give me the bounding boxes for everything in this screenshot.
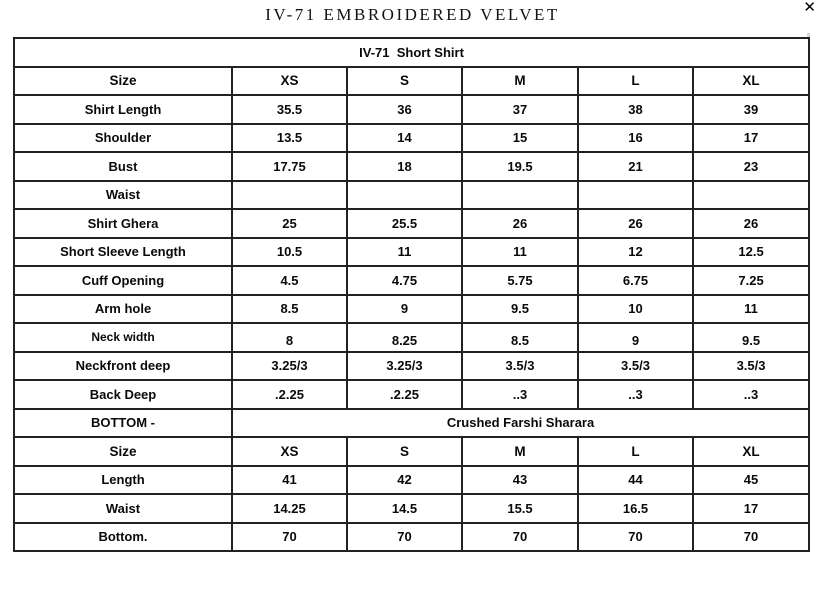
value-cell: 70 <box>462 523 578 552</box>
value-cell: 70 <box>232 523 347 552</box>
table-row <box>14 323 809 352</box>
bottom-section-row <box>14 409 809 438</box>
column-header-cell: Size <box>14 67 232 96</box>
row-label-cell: Shirt Ghera <box>14 209 232 238</box>
value-cell: 11 <box>347 238 462 267</box>
value-cell <box>462 181 578 210</box>
value-cell: 16 <box>578 124 693 153</box>
column-header-cell: XL <box>693 437 809 466</box>
value-cell: 42 <box>347 466 462 495</box>
value-cell: 25.5 <box>347 209 462 238</box>
value-cell: 17 <box>693 494 809 523</box>
value-cell: 36 <box>347 95 462 124</box>
value-cell: 38 <box>578 95 693 124</box>
table-row <box>14 152 809 181</box>
value-cell: 13.5 <box>232 124 347 153</box>
row-label-cell: Shoulder <box>14 124 232 153</box>
value-cell: 7.25 <box>693 266 809 295</box>
column-header-cell: S <box>347 437 462 466</box>
table-row <box>14 352 809 381</box>
table-row <box>14 209 809 238</box>
column-header-cell: XL <box>693 67 809 96</box>
value-cell: 8.5 <box>232 295 347 324</box>
value-cell: 26 <box>462 209 578 238</box>
row-label-cell: Neck width <box>14 323 232 352</box>
value-cell <box>347 181 462 210</box>
table-row <box>14 95 809 124</box>
value-cell: 17 <box>693 124 809 153</box>
value-cell: ..3 <box>578 380 693 409</box>
table-row <box>14 238 809 267</box>
table-row <box>14 523 809 552</box>
table-row <box>14 466 809 495</box>
value-cell: 3.5/3 <box>578 352 693 381</box>
value-cell: 5.75 <box>462 266 578 295</box>
value-cell: 3.5/3 <box>693 352 809 381</box>
value-cell: 43 <box>462 466 578 495</box>
table-row <box>14 181 809 210</box>
column-header-cell: S <box>347 67 462 96</box>
value-cell: 10.5 <box>232 238 347 267</box>
value-cell: 4.75 <box>347 266 462 295</box>
value-cell: 41 <box>232 466 347 495</box>
value-cell: 14.25 <box>232 494 347 523</box>
value-cell: 25 <box>232 209 347 238</box>
value-cell: .2.25 <box>347 380 462 409</box>
value-cell: 14 <box>347 124 462 153</box>
value-cell: 19.5 <box>462 152 578 181</box>
value-cell: 9.5 <box>462 295 578 324</box>
value-cell: 12 <box>578 238 693 267</box>
row-label-cell: Bust <box>14 152 232 181</box>
value-cell: 70 <box>693 523 809 552</box>
column-header-cell: M <box>462 437 578 466</box>
value-cell: 35.5 <box>232 95 347 124</box>
table-title-cell: IV-71 Short Shirt <box>14 38 809 67</box>
table-row <box>14 124 809 153</box>
column-header-cell: XS <box>232 437 347 466</box>
value-cell: 26 <box>578 209 693 238</box>
table-title-row <box>14 38 809 67</box>
value-cell: ..3 <box>693 380 809 409</box>
row-label-cell: Arm hole <box>14 295 232 324</box>
value-cell: 18 <box>347 152 462 181</box>
row-label-cell: Waist <box>14 181 232 210</box>
value-cell <box>232 181 347 210</box>
column-header-cell: Size <box>14 437 232 466</box>
value-cell: 3.25/3 <box>347 352 462 381</box>
value-cell: 17.75 <box>232 152 347 181</box>
row-label-cell: Shirt Length <box>14 95 232 124</box>
table-row <box>14 380 809 409</box>
value-cell: 15 <box>462 124 578 153</box>
value-cell: 4.5 <box>232 266 347 295</box>
value-cell: 8.5 <box>462 323 578 352</box>
value-cell: 16.5 <box>578 494 693 523</box>
close-button[interactable] <box>801 0 818 18</box>
value-cell: 8 <box>232 323 347 352</box>
value-cell: 9.5 <box>693 323 809 352</box>
value-cell: 3.5/3 <box>462 352 578 381</box>
value-cell: 3.25/3 <box>232 352 347 381</box>
value-cell: 44 <box>578 466 693 495</box>
value-cell: 39 <box>693 95 809 124</box>
value-cell: 11 <box>693 295 809 324</box>
table-row <box>14 266 809 295</box>
bottom-section-value: Crushed Farshi Sharara <box>232 409 809 438</box>
value-cell: 12.5 <box>693 238 809 267</box>
value-cell: 14.5 <box>347 494 462 523</box>
value-cell: 45 <box>693 466 809 495</box>
value-cell: 70 <box>347 523 462 552</box>
row-label-cell: Length <box>14 466 232 495</box>
value-cell: 10 <box>578 295 693 324</box>
row-label-cell: Neckfront deep <box>14 352 232 381</box>
value-cell: 9 <box>578 323 693 352</box>
value-cell <box>578 181 693 210</box>
page-title: IV-71 EMBROIDERED VELVET <box>265 5 560 24</box>
column-header-cell: L <box>578 67 693 96</box>
row-label-cell: Short Sleeve Length <box>14 238 232 267</box>
value-cell: 21 <box>578 152 693 181</box>
row-label-cell: Waist <box>14 494 232 523</box>
row-label-cell: Bottom. <box>14 523 232 552</box>
value-cell: 6.75 <box>578 266 693 295</box>
shirt-header-row <box>14 67 809 96</box>
value-cell: .2.25 <box>232 380 347 409</box>
value-cell: ..3 <box>462 380 578 409</box>
value-cell: 8.25 <box>347 323 462 352</box>
value-cell: 26 <box>693 209 809 238</box>
bottom-header-row <box>14 437 809 466</box>
bottom-section-label: BOTTOM - <box>14 409 232 438</box>
table-row <box>14 494 809 523</box>
row-label-cell: Back Deep <box>14 380 232 409</box>
column-header-cell: XS <box>232 67 347 96</box>
row-label-cell: Cuff Opening <box>14 266 232 295</box>
value-cell <box>693 181 809 210</box>
value-cell: 9 <box>347 295 462 324</box>
value-cell: 70 <box>578 523 693 552</box>
value-cell: 23 <box>693 152 809 181</box>
value-cell: 37 <box>462 95 578 124</box>
value-cell: 15.5 <box>462 494 578 523</box>
size-chart-table <box>13 37 810 552</box>
column-header-cell: L <box>578 437 693 466</box>
column-header-cell: M <box>462 67 578 96</box>
table-row <box>14 295 809 324</box>
value-cell: 11 <box>462 238 578 267</box>
close-icon: ✕ <box>803 0 816 16</box>
